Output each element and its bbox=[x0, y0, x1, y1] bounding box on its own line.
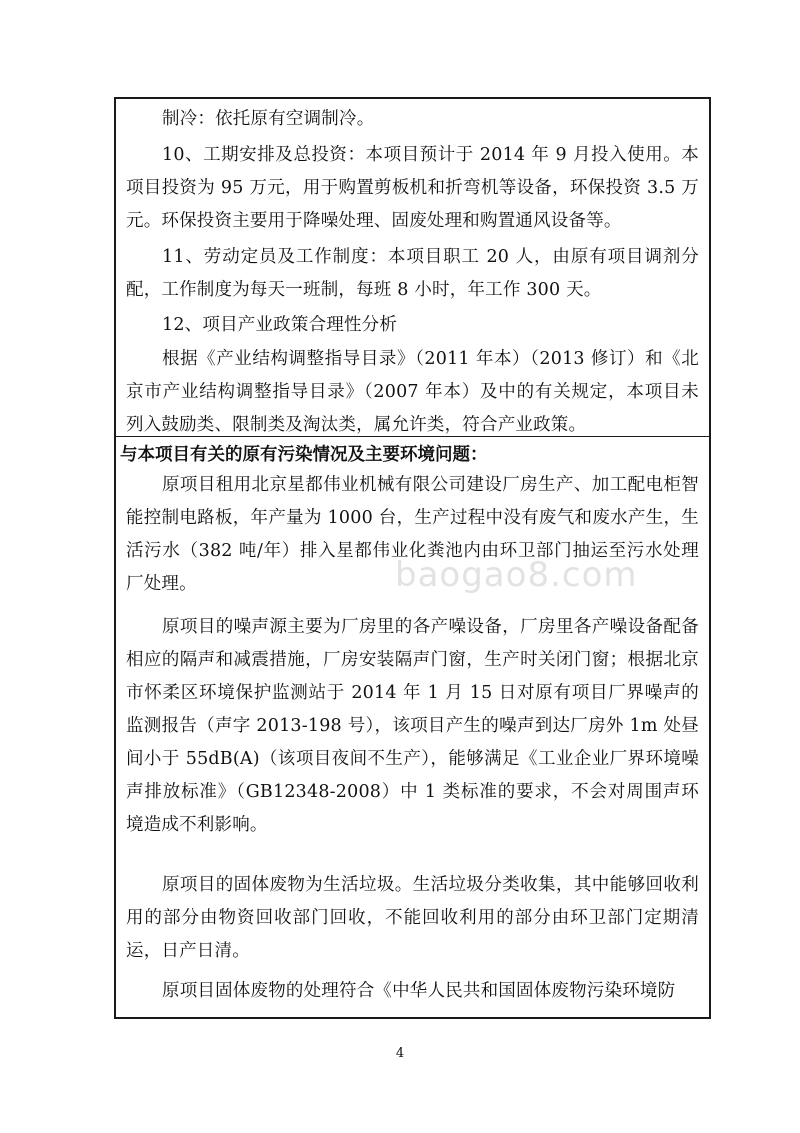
noise-paragraph: 原项目的噪声源主要为厂房里的各产噪设备，厂房里各产噪设备配备相应的隔声和减震措施，厂房安装隔声门窗，生产时关闭门窗；根据北京市怀柔区环境保护监测站于 2014 年 1 月 15 日对原有项目厂界噪声的监测报告（声字 2013-198 号），该项目产生的噪声到达厂房外 1m 处昼间小于 55dB(A)（该项目夜间不生产），能够满足《工业企业厂界环境噪声排放标准》（GB12348-2008）中 1 类标准的要求，不会对周围声环境造成不利影响。 bbox=[126, 617, 699, 835]
site-watermark: baogao8.com bbox=[395, 555, 638, 595]
wastewater-paragraph: 原项目租用北京星都伟业机械有限公司建设厂房生产、加工配电柜智能控制电路板，年产量为 1000 台，生产过程中没有废气和废水产生，生活污水（382 吨/年）排入星都伟业化粪池内由环卫部门抽运至污水处理厂处理。 bbox=[126, 475, 699, 594]
report-table-frame bbox=[114, 97, 711, 1019]
solid-waste-compliance-paragraph: 原项目固体废物的处理符合《中华人民共和国固体废物污染环境防 bbox=[162, 981, 676, 1001]
staffing-paragraph: 11、劳动定员及工作制度：本项目职工 20 人，由原有项目调剂分配，工作制度为每天一班制，每班 8 小时，年工作 300 天。 bbox=[126, 247, 699, 300]
policy-analysis-title: 12、项目产业政策合理性分析 bbox=[162, 315, 398, 335]
existing-pollution-heading: 与本项目有关的原有污染情况及主要环境问题： bbox=[120, 445, 488, 465]
policy-analysis-paragraph: 根据《产业结构调整指导目录》（2011 年本）（2013 修订）和《北京市产业结构调整指导目录》（2007 年本）及中的有关规定，本项目未列入鼓励类、限制类及淘汰类，属允许类，符合产业政策。 bbox=[126, 349, 699, 435]
cooling-paragraph: 制冷：依托原有空调制冷。 bbox=[162, 109, 375, 129]
schedule-investment-paragraph: 10、工期安排及总投资：本项目预计于 2014 年 9 月投入使用。本项目投资为 95 万元，用于购置剪板机和折弯机等设备，环保投资 3.5 万元。环保投资主要用于降噪处理、固废处理和购置通风设备等。 bbox=[126, 145, 699, 231]
project-details-section bbox=[116, 99, 709, 437]
page-number: 4 bbox=[395, 1046, 405, 1061]
existing-pollution-section bbox=[116, 437, 709, 1017]
solid-waste-paragraph: 原项目的固体废物为生活垃圾。生活垃圾分类收集，其中能够回收利用的部分由物资回收部门回收，不能回收利用的部分由环卫部门定期清运，日产日清。 bbox=[126, 875, 699, 961]
